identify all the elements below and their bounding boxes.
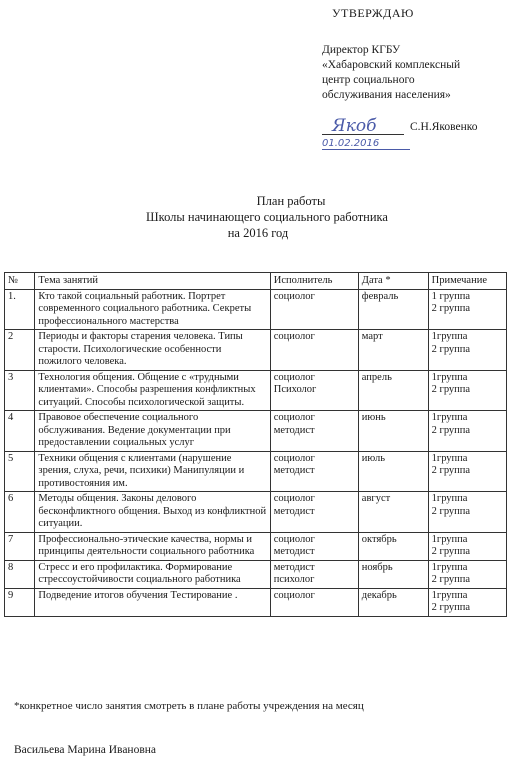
cell-note: 1группа 2 группа [428, 370, 506, 411]
cell-note: 1 группа 2 группа [428, 289, 506, 330]
plan-title-line-1: План работы [256, 194, 326, 208]
cell-number: 1. [5, 289, 35, 330]
table-row [5, 411, 507, 452]
cell-date: февраль [358, 289, 428, 330]
cell-number: 8 [5, 560, 35, 588]
table-row [5, 492, 507, 533]
cell-note: 1группа 2 группа [428, 560, 506, 588]
handwritten-signature: Якоб [332, 116, 377, 136]
cell-topic: Методы общения. Законы делового бесконфликтного общения. Выход из конфликтной ситуации. [35, 492, 270, 533]
approval-line-director: Директор КГБУ [322, 44, 401, 56]
cell-date: декабрь [358, 588, 428, 616]
header-date: Дата * [358, 273, 428, 290]
header-topic: Тема занятий [35, 273, 270, 290]
table-row [5, 451, 507, 492]
cell-number: 9 [5, 588, 35, 616]
cell-date: март [358, 330, 428, 371]
cell-note: 1группа 2 группа [428, 492, 506, 533]
cell-executor: социолог методист [270, 411, 358, 452]
table-row [5, 330, 507, 371]
signature-date: 01.02.2016 [322, 138, 410, 150]
approval-line-center: центр социального [322, 74, 415, 86]
table-row [5, 532, 507, 560]
footnote: *конкретное число занятия смотреть в плане работы учреждения на месяц [14, 700, 364, 712]
approval-title: УТВЕРЖДАЮ [332, 6, 414, 20]
table-row [5, 289, 507, 330]
cell-topic: Стресс и его профилактика. Формирование стрессоустойчивости социального работника [35, 560, 270, 588]
cell-topic: Технология общения. Общение с «трудными клиентами». Способы разрешения конфликтных ситуаций. Способы психологической защиты. [35, 370, 270, 411]
plan-table [4, 272, 507, 617]
cell-topic: Профессионально-этические качества, нормы и принципы деятельности социального работника [35, 532, 270, 560]
cell-executor: социолог методист [270, 532, 358, 560]
cell-executor: социолог методист [270, 451, 358, 492]
cell-date: июнь [358, 411, 428, 452]
cell-date: апрель [358, 370, 428, 411]
cell-executor: социолог [270, 289, 358, 330]
cell-topic: Периоды и факторы старения человека. Типы старости. Психологические особенности пожилого человека. [35, 330, 270, 371]
cell-executor: социолог Психолог [270, 370, 358, 411]
cell-executor: социолог [270, 588, 358, 616]
header-executor: Исполнитель [270, 273, 358, 290]
cell-note: 1группа 2 группа [428, 532, 506, 560]
table-body [5, 289, 507, 616]
signer-name: С.Н.Яковенко [410, 121, 478, 133]
cell-note: 1группа 2 группа [428, 411, 506, 452]
cell-executor: социолог [270, 330, 358, 371]
cell-date: ноябрь [358, 560, 428, 588]
plan-title-line-2: Школы начинающего социального работника [146, 210, 388, 224]
approval-block [322, 6, 512, 103]
cell-number: 5 [5, 451, 35, 492]
signature-row [322, 116, 512, 140]
cell-topic: Подведение итогов обучения Тестирование . [35, 588, 270, 616]
cell-note: 1группа 2 группа [428, 451, 506, 492]
cell-executor: методист психолог [270, 560, 358, 588]
cell-number: 3 [5, 370, 35, 411]
plan-title [0, 193, 512, 241]
cell-date: октябрь [358, 532, 428, 560]
cell-number: 7 [5, 532, 35, 560]
plan-title-line-3: на 2016 год [227, 226, 289, 240]
cell-note: 1группа 2 группа [428, 588, 506, 616]
approval-line-service: обслуживания населения» [322, 89, 451, 101]
cell-number: 4 [5, 411, 35, 452]
approval-line-org: «Хабаровский комплексный [322, 59, 461, 71]
cell-topic: Кто такой социальный работник. Портрет современного социального работника. Секреты профессионального мастерства [35, 289, 270, 330]
table-row [5, 588, 507, 616]
header-note: Примечание [428, 273, 506, 290]
cell-date: июль [358, 451, 428, 492]
cell-executor: социолог методист [270, 492, 358, 533]
table-header-row [5, 273, 507, 290]
table-row [5, 560, 507, 588]
cell-topic: Техники общения с клиентами (нарушение зрения, слуха, речи, психики) Манипуляции и противостояния им. [35, 451, 270, 492]
cell-number: 2 [5, 330, 35, 371]
cell-note: 1группа 2 группа [428, 330, 506, 371]
cell-number: 6 [5, 492, 35, 533]
table-row [5, 370, 507, 411]
cell-date: август [358, 492, 428, 533]
author-name: Васильева Марина Ивановна [14, 744, 157, 756]
cell-topic: Правовое обеспечение социального обслуживания. Ведение документации при предоставлении социальных услуг [35, 411, 270, 452]
header-number: № [5, 273, 35, 290]
